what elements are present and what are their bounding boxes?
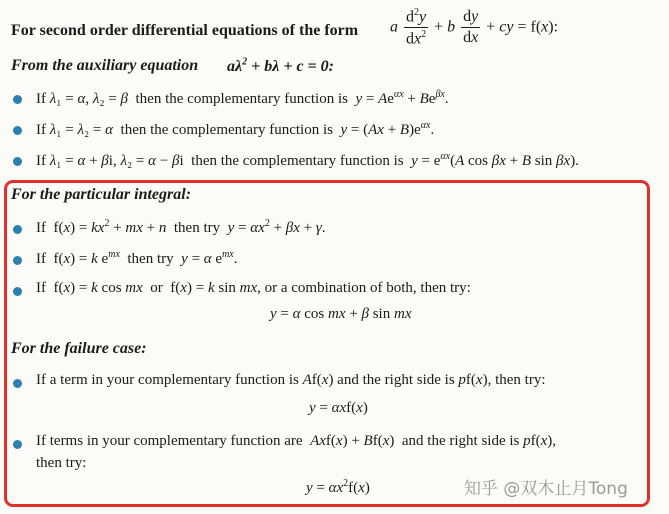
complementary-item-3: If λ₁ = α + βi, λ₂ = α − βi then the complementary function is $y = e^{\alpha x}(A$ cos βx + B sin βx). (36, 151, 579, 169)
failure-item-2-result: $y = \alpha x^2f(x)$ (306, 478, 370, 496)
failure-heading: For the failure case: (11, 340, 147, 357)
bullet-icon (13, 440, 22, 449)
bullet-icon (13, 157, 22, 166)
bullet-icon (13, 95, 22, 104)
complementary-item-1: If λ₁ = α, λ₂ = β then the complementary function is $y = Ae^{\alpha x} + Be^{\beta x}$. (36, 89, 449, 107)
particular-item-1: If $f(x) = kx^2$ + mx + n then try $y = \alpha x^2 + \beta x + \gamma$. (36, 218, 326, 236)
watermark (464, 474, 628, 499)
bullet-icon (13, 287, 22, 296)
aux-equation (227, 57, 334, 76)
particular-item-3: If f(x) = k cos mx or f(x) = k sin mx, or a combination of both, then try: (36, 280, 471, 296)
bullet-icon (13, 379, 22, 388)
failure-item-2-cont: then try: (36, 455, 87, 471)
bullet-icon (13, 256, 22, 265)
bullet-icon (13, 126, 22, 135)
complementary-item-2: If λ₁ = λ₂ = α then the complementary function is $y = (Ax + B)e^{\alpha x}$. (36, 120, 435, 138)
bullet-icon (13, 225, 22, 234)
aux-equation-text: $a\lambda^2 + b\lambda + c = 0$: (227, 57, 334, 76)
failure-item-2: If terms in your complementary function are Axf(x) + Bf(x) and the right side is pf(x), (36, 433, 557, 449)
aux-heading: From the auxiliary equation (11, 57, 199, 74)
particular-item-3-result: y = α cos mx + β sin mx (270, 306, 412, 322)
failure-item-1-result: y = αxf(x) (309, 400, 368, 416)
header-intro: For second order differential equations of the form (11, 22, 359, 39)
watermark-text: 知乎 @双木止月Tong (464, 479, 628, 499)
failure-item-1: If a term in your complementary function is Af(x) and the right side is pf(x), then try: (36, 372, 546, 388)
particular-heading: For the particular integral: (11, 186, 192, 203)
ode-form: a $\frac{d^2y}{dx^2}$ + b $\frac{dy}{dx}$ + cy = f(x): (390, 7, 559, 48)
particular-item-2: If f(x) = k $e^{mx}$ then try y = α $e^{mx}$. (36, 249, 238, 267)
